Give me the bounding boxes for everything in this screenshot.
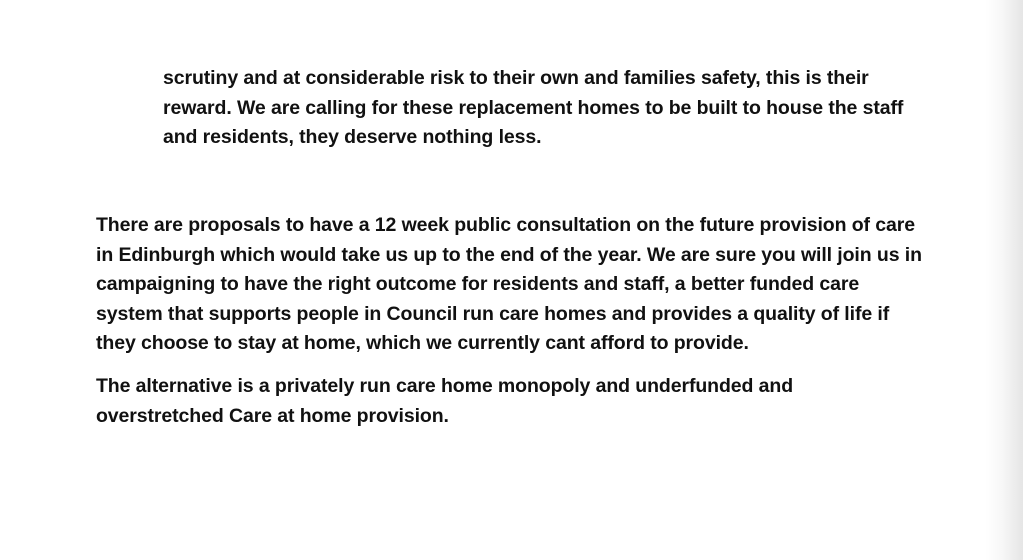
- paragraph-line: and residents, they deserve nothing less.: [163, 126, 542, 148]
- page-edge-shadow: [985, 0, 1023, 560]
- paragraph-line: The alternative is a privately run care home monopoly and underfunded and: [96, 375, 794, 397]
- consultation-paragraph: [96, 211, 922, 359]
- quote-paragraph: [163, 64, 903, 153]
- paragraph-line: There are proposals to have a 12 week public consultation on the future provision of care: [96, 214, 915, 236]
- alternative-paragraph: [96, 372, 793, 431]
- paragraph-line: reward. We are calling for these replacement homes to be built to house the staff: [163, 96, 904, 119]
- paragraph-line: scrutiny and at considerable risk to their own and families safety, this is their: [163, 67, 869, 89]
- paragraph-line: they choose to stay at home, which we currently cant afford to provide.: [96, 332, 749, 354]
- paragraph-line: in Edinburgh which would take us up to the end of the year. We are sure you will join us in: [96, 243, 922, 266]
- paragraph-line: system that supports people in Council run care homes and provides a quality of life if: [96, 302, 890, 325]
- paragraph-line: campaigning to have the right outcome for residents and staff, a better funded care: [96, 273, 860, 295]
- paragraph-line: overstretched Care at home provision.: [96, 404, 449, 427]
